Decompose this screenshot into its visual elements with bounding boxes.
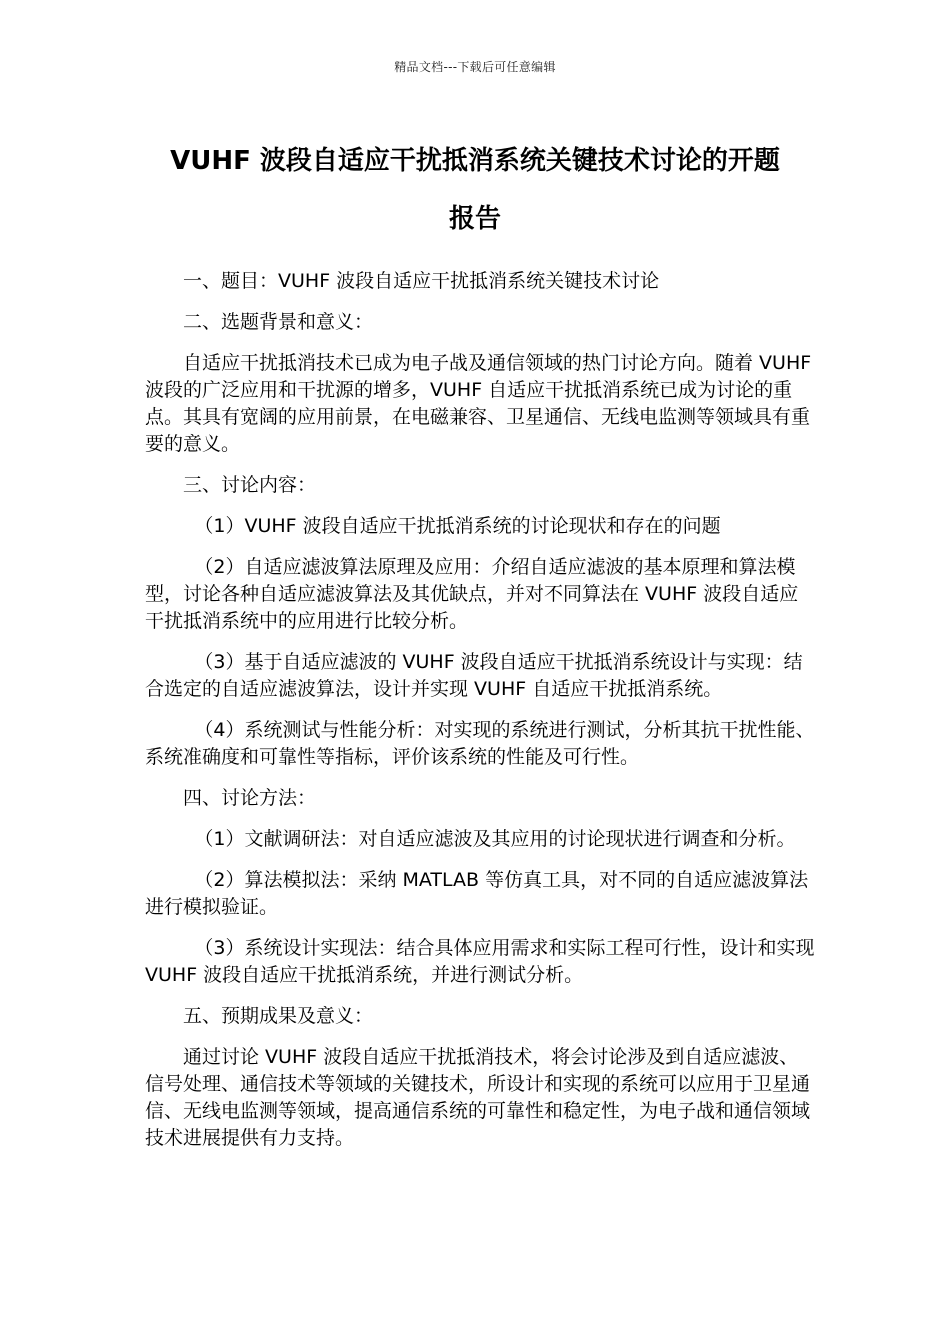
section-2-heading: 二、选题背景和意义： — [183, 311, 374, 333]
section-3-heading: 三、讨论内容： — [183, 474, 317, 496]
title-line-2: 报告 — [448, 204, 501, 234]
title-line-1: VUHF 波段自适应干扰抵消系统关键技术讨论的开题 — [170, 146, 780, 176]
section-4-item-3: （3）系统设计实现法：结合具体应用需求和实际工程可行性，设计和实现 VUHF 波段自适应干扰抵消系统，并进行测试分析。 — [145, 937, 815, 986]
section-5-paragraph: 通过讨论 VUHF 波段自适应干扰抵消技术，将会讨论涉及到自适应滤波、信号处理、通信技术等领域的关键技术，所设计和实现的系统可以应用于卫星通信、无线电监测等领域，提高通信系统的可靠性和稳定性，为电子战和通信领域技术进展提供有力支持。 — [145, 1046, 811, 1149]
document-body — [145, 268, 817, 1166]
section-1-topic: 一、题目：VUHF 波段自适应干扰抵消系统关键技术讨论 — [183, 270, 660, 292]
header-note: 精品文档---下载后可任意编辑 — [394, 60, 556, 74]
section-3-item-3: （3）基于自适应滤波的 VUHF 波段自适应干扰抵消系统设计与实现：结合选定的自适应滤波算法，设计并实现 VUHF 自适应干扰抵消系统。 — [145, 651, 803, 700]
section-2-paragraph: 自适应干扰抵消技术已成为电子战及通信领域的热门讨论方向。随着 VUHF 波段的广泛应用和干扰源的增多，VUHF 自适应干扰抵消系统已成为讨论的重点。其具有宽阔的应用前景，在电磁兼容、卫星通信、无线电监测等领域具有重要的意义。 — [145, 352, 812, 455]
section-4-heading: 四、讨论方法： — [183, 787, 317, 809]
section-3-item-4: （4）系统测试与性能分析：对实现的系统进行测试，分析其抗干扰性能、系统准确度和可靠性等指标，评价该系统的性能及可行性。 — [145, 719, 815, 768]
document-title — [120, 132, 830, 248]
section-3-item-1: （1）VUHF 波段自适应干扰抵消系统的讨论现状和存在的问题 — [194, 515, 721, 537]
section-3-item-2: （2）自适应滤波算法原理及应用：介绍自适应滤波的基本原理和算法模型，讨论各种自适应滤波算法及其优缺点，并对不同算法在 VUHF 波段自适应干扰抵消系统中的应用进行比较分析。 — [145, 556, 799, 632]
section-4-item-2: （2）算法模拟法：采纳 MATLAB 等仿真工具，对不同的自适应滤波算法进行模拟验证。 — [145, 869, 809, 918]
section-4-item-1: （1）文献调研法：对自适应滤波及其应用的讨论现状进行调查和分析。 — [194, 828, 796, 850]
section-5-heading: 五、预期成果及意义： — [183, 1005, 374, 1027]
